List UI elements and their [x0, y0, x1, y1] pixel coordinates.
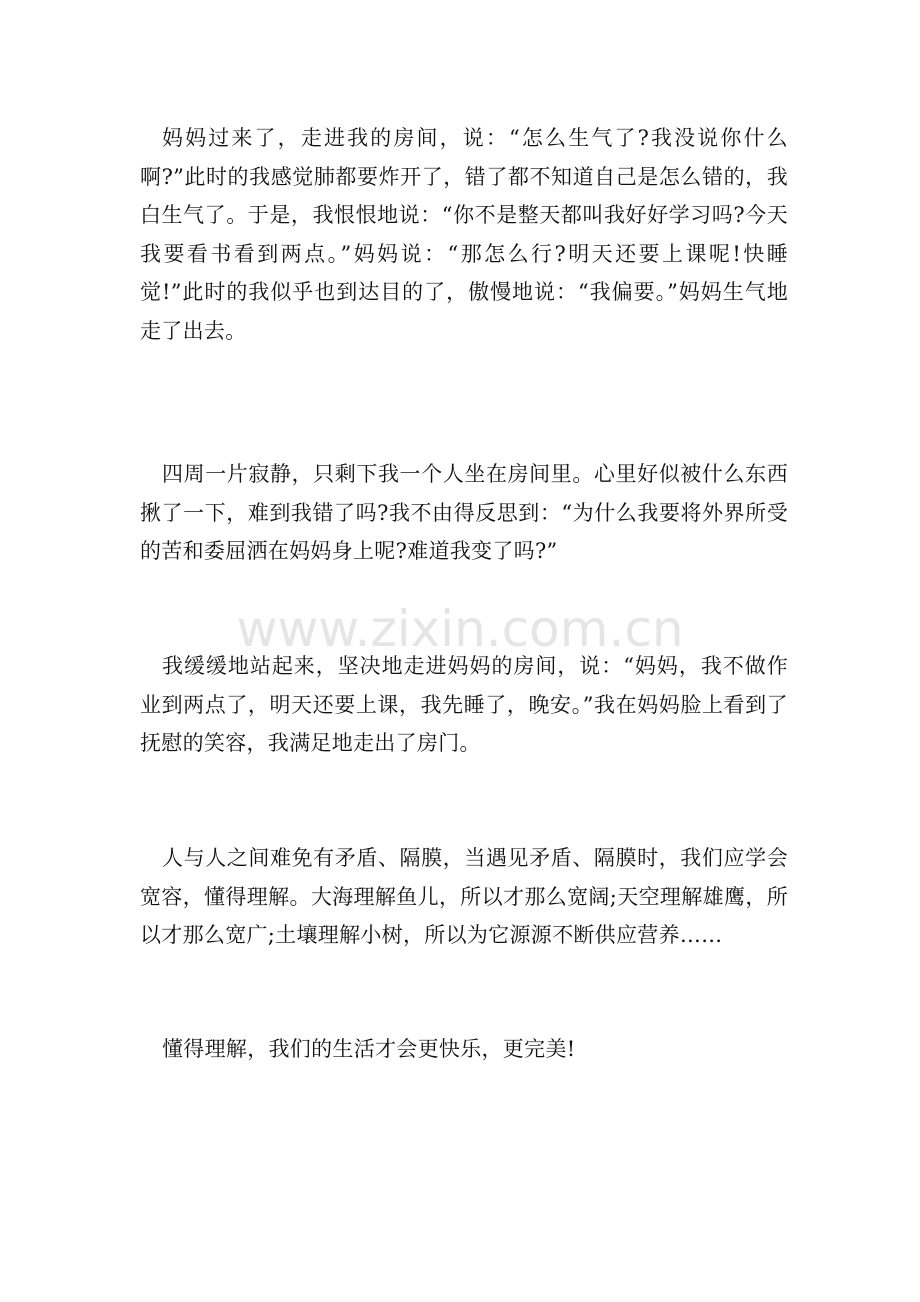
paragraph-3: 我缓缓地站起来，坚决地走进妈妈的房间，说：“妈妈，我不做作业到两点了，明天还要上课，我先睡了，晚安。”我在妈妈脸上看到了抚慰的笑容，我满足地走出了房门。	[140, 654, 788, 755]
paragraph-4: 人与人之间难免有矛盾、隔膜，当遇见矛盾、隔膜时，我们应学会宽容，懂得理解。大海理解鱼儿，所以才那么宽阔;天空理解雄鹰，所以才那么宽广;土壤理解小树，所以为它源源不断供应营养……	[140, 846, 788, 947]
paragraph-2: 四周一片寂静，只剩下我一个人坐在房间里。心里好似被什么东西揪了一下，难到我错了吗?我不由得反思到：“为什么我要将外界所受的苦和委屈洒在妈妈身上呢?难道我变了吗?”	[140, 462, 788, 563]
paragraph-1: 妈妈过来了，走进我的房间，说：“怎么生气了?我没说你什么啊?”此时的我感觉肺都要炸开了，错了都不知道自己是怎么错的，我白生气了。于是，我恨恨地说：“你不是整天都叫我好好学习吗?今天我要看书看到两点。”妈妈说：“那怎么行?明天还要上课呢!快睡觉!”此时的我似乎也到达目的了，傲慢地说：“我偏要。”妈妈生气地走了出去。	[140, 126, 788, 343]
watermark: www.zixin.com.cn	[236, 600, 684, 658]
paragraph-5: 懂得理解，我们的生活才会更快乐，更完美!	[162, 1037, 576, 1061]
